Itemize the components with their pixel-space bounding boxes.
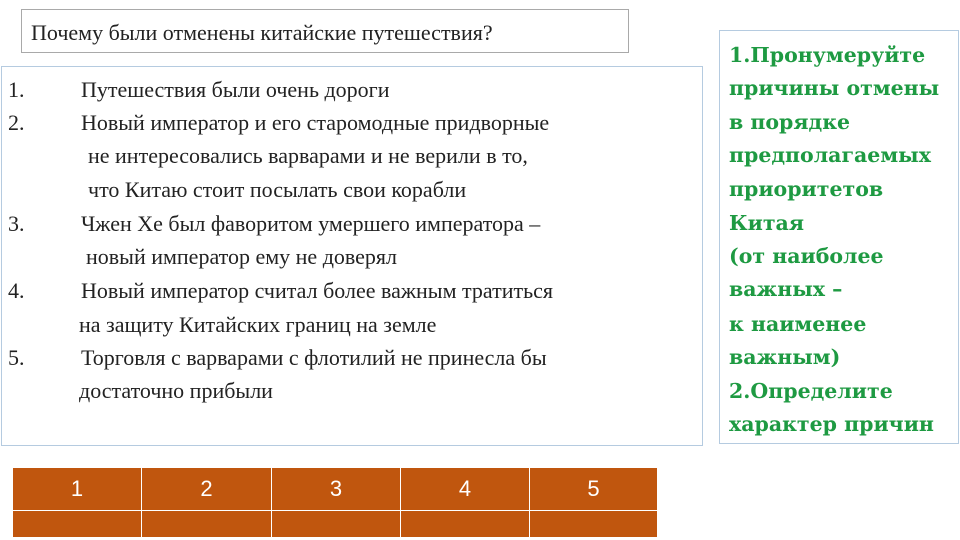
task-line: к наименее (729, 312, 867, 336)
rank-answer-cell[interactable] (530, 511, 658, 538)
reason-text: на защиту Китайских границ на земле (79, 312, 437, 337)
reason-number: 2. (8, 110, 25, 135)
task-line: Китая (729, 211, 804, 235)
reason-text: Торговля с варварами с флотилий не принесла бы (81, 345, 547, 370)
table-header-row (13, 468, 658, 511)
question-title: Почему были отменены китайские путешествия? (31, 20, 493, 45)
task-line: важных – (729, 277, 843, 301)
task-line: (от наиболее (729, 244, 884, 268)
reason-text: Путешествия были очень дороги (81, 77, 390, 102)
reason-text: не интересовались варварами и не верили в то, (88, 143, 528, 168)
rank-header-cell: 4 (401, 468, 530, 511)
reasons-list (1, 66, 703, 446)
table-row (13, 511, 658, 538)
rank-answer-cell[interactable] (142, 511, 272, 538)
reason-text: новый император ему не доверял (86, 244, 398, 269)
rank-answer-cell[interactable] (272, 511, 401, 538)
task-line: причины отмены (729, 76, 940, 100)
reason-number: 4. (8, 278, 25, 303)
task-instructions (719, 30, 959, 444)
reason-text: Чжен Хе был фаворитом умершего императора – (81, 211, 541, 236)
reason-text: что Китаю стоит посылать свои корабли (88, 177, 467, 202)
task-line: важным) (729, 345, 841, 369)
task-line: в порядке (729, 110, 851, 134)
reason-text: достаточно прибыли (79, 378, 273, 403)
question-title-box (21, 9, 629, 53)
task-line: приоритетов (729, 177, 884, 201)
reason-number: 1. (8, 77, 25, 102)
rank-header-cell: 3 (272, 468, 401, 511)
task-line: 2.Определите (729, 379, 893, 403)
rank-header-cell: 1 (13, 468, 142, 511)
rank-header-cell: 2 (142, 468, 272, 511)
task-line: 1.Пронумеруйте (729, 43, 926, 67)
reason-number: 5. (8, 345, 25, 370)
reason-text: Новый император считал более важным тратиться (81, 278, 554, 303)
task-line: предполагаемых (729, 143, 931, 167)
reason-number: 3. (8, 211, 25, 236)
rank-answer-cell[interactable] (401, 511, 530, 538)
rank-header-cell: 5 (530, 468, 658, 511)
reason-text: Новый император и его старомодные придворные (81, 110, 550, 135)
rank-answer-cell[interactable] (13, 511, 142, 538)
task-line: характер причин (729, 412, 934, 436)
ranking-table (12, 467, 658, 538)
